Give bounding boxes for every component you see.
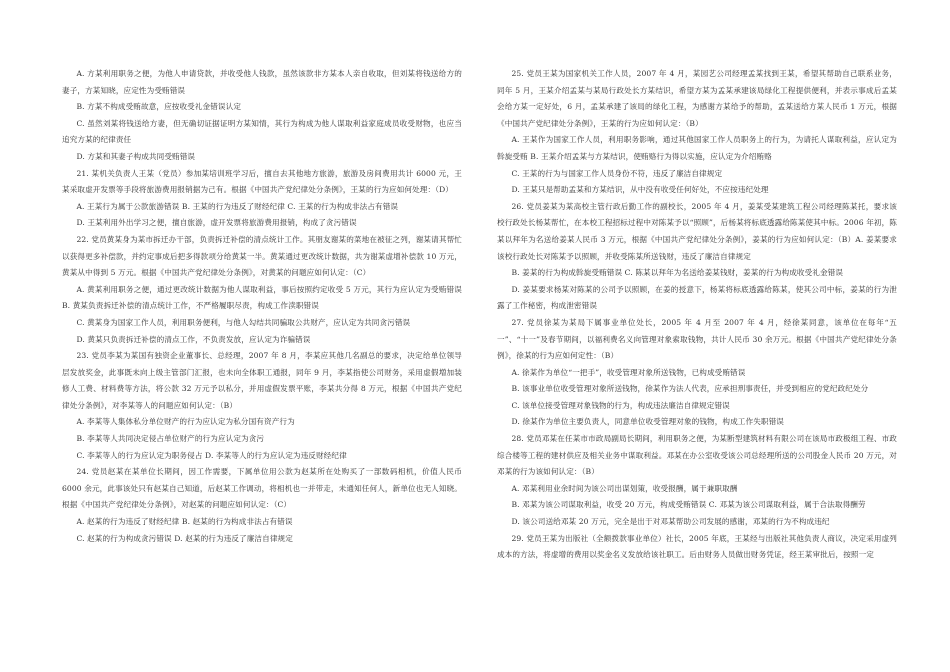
right-paragraph: D. 该公司送给邓某 20 万元，完全是出于对邓某帮助公司发展的感谢，邓某的行为不构成违纪 [511, 517, 830, 527]
left-column [62, 66, 462, 547]
right-paragraph: D. 徐某作为单位主要负责人，同意单位收受管理对象的钱物，构成工作失职错误 [511, 417, 784, 427]
left-paragraph: B. 方某不构成受贿故意，应按收受礼金错误认定 [76, 102, 242, 112]
question-22: 22. 党员黄某身为某市拆迁办干部，负责拆迁补偿的清点统计工作。其朋友谢某的菜地在被征之列，谢某请其帮忙以获得更多补偿款，并约定事成后把多得款项分给黄某一半。黄某通过更改统计数据，共为谢某虚增补偿款 10 万元，黄某从中得到 5 万元。根据《中国共产党纪律处分条例》，对黄某的问题应如何认定：（C） [62, 234, 462, 278]
question-27: 27. 党员徐某为某局下属事业单位处长，2005 年 4 月至 2007 年 4 月，经徐某同意，该单位在每年“五一”、“十一”及春节期间，以福利费名义向管理对象索取钱物，共计人民币 30 余万元。根据《中国共产党纪律处分条例》，徐某的行为应如何定性：（B） [497, 317, 897, 361]
left-paragraph: C. 虽然刘某将钱送给方妻，但无确切证据证明方某知情，其行为构成为他人谋取利益家庭成员收受财物，也应当追究方某的纪律责任 [62, 118, 462, 145]
right-paragraph: B. 邓某为该公司谋取利益，收受 20 万元，构成受贿错误 C. 邓某为该公司谋取利益，属于合法取得酬劳 [511, 500, 866, 510]
right-column [497, 66, 897, 564]
left-paragraph: B. 李某等人共同决定侵占单位财产的行为应认定为贪污 [76, 434, 265, 444]
left-paragraph: A. 方某利用职务之便，为他人申请贷款，并收受他人钱款，虽然该款非方某本人亲自收取，但刘某将钱送给方的妻子，方某知晓，应定性为受贿错误 [62, 69, 462, 95]
left-paragraph: A. 王某行为属于公款旅游错误 B. 王某的行为违反了财经纪律 C. 王某的行为构成非法占有错误 [76, 201, 399, 211]
right-paragraph: D. 姜某要求杨某对陈某的公司予以照顾，在姜的授意下，杨某将标底透露给陈某，使其公司中标，姜某的行为泄露了工作秘密，构成泄密错误 [497, 284, 897, 311]
left-paragraph: D. 王某利用外出学习之便，擅自旅游，虚开发票将旅游费用报销，构成了贪污错误 [76, 218, 357, 228]
question-29: 29. 党员王某为出版社（全额拨款事业单位）社长，2005 年底，王某经与出版社其他负责人商议，决定采用虚列成本的方法，将虚增的费用以奖金名义发放给该社职工。后由财务人员做出财务凭证，经王某审批后，按照一定 [497, 533, 897, 560]
question-24: 24. 党员赵某在某单位长期间，因工作需要，下属单位用公款为赵某所在处购买了一部数码相机，价值人民币 6000 余元，此事该处只有赵某自己知道，后赵某工作调动，将相机也一并带走，未通知任何人，新单位也无人知晓。根据《中国共产党纪律处分条例》，对赵某的问题应如何认定：（C） [62, 467, 462, 510]
left-paragraph: A. 李某等人集体私分单位财产的行为应认定为私分国有资产行为 [76, 417, 295, 427]
right-paragraph: A. 徐某作为单位“一把手”，收受管理对象所送钱物，已构成受贿错误 [511, 367, 746, 377]
right-paragraph: C. 该单位接受管理对象钱物的行为，构成违法廉洁自律规定错误 [511, 400, 730, 410]
left-paragraph: C. 黄某身为国家工作人员，利用职务便利，与他人勾结共同骗取公共财产，应认定为共同贪污错误 [76, 317, 411, 327]
question-28: 28. 党员邓某在任某市市政局副局长期间，利用职务之便，为某断型建筑材料有限公司在该局市政极组工程、市政综合楼等工程的建材供应及相关业务中谋取利益。邓某在办公室收受该公司总经理所送的公司股金人民币 20 万元，对邓某的行为该如何认定：（B） [497, 434, 897, 477]
left-paragraph: D. 方某和其妻子构成共同受贿错误 [76, 151, 196, 161]
right-paragraph: A. 王某作为国家工作人员，利用职务影响，通过其他国家工作人员职务上的行为，为请托人谋取利益，应认定为斡旋受贿 B. 王某介绍孟某与方某结识，使贿赂行为得以实施，应认定为介绍贿赂 [497, 135, 897, 161]
left-paragraph: C. 赵某的行为构成贪污错误 D. 赵某的行为违反了廉洁自律规定 [76, 533, 293, 543]
question-26: 26. 党员姜某为某高校主管行政后勤工作的副校长，2005 年 4 月，姜某受某建筑工程公司经理陈某托，要求该校行政处长杨某帮忙，在本校工程招标过程中对陈某予以“照顾”，后杨某将标底透露给陈某使其中标。2006 年初，陈某以拜年为名送给姜某人民币 3 万元，根据《中国共产党纪律处分条例》，姜某的行为应如何认定：（B）A. 姜某要求该校行政处长对陈某予以照顾，并收受陈某所送钱财，违反了廉洁自律规定 [497, 201, 897, 261]
right-paragraph: C. 王某的行为与国家工作人员身份不符，违反了廉洁自律规定 [511, 168, 723, 178]
left-paragraph: D. 黄某只负责拆迁补偿的清点工作，不负责发放，应认定为诈骗错误 [76, 334, 311, 344]
question-21: 21. 某机关负责人王某（党员）参加某培训班学习后，擅自去其他地方旅游，旅游及房间费用共计 6000 元，王某采取虚开发票等手段将旅游费用报销据为己有。根据《中国共产党纪律处分条例》，王某的行为应如何处理：（D） [62, 168, 462, 195]
left-paragraph: A. 黄某利用职务之便，通过更改统计数据为他人谋取利益，事后按照约定收受 5 万元，其行为应认定为受贿错误 B. 黄某负责拆迁补偿的清点统计工作，不严格履职尽责，构成工作渎职错误 [62, 284, 462, 311]
right-paragraph: B. 该事业单位收受管理对象所送钱物，徐某作为法人代表，应承担刑事责任，并受到相应的党纪政纪处分 [511, 384, 869, 394]
question-23: 23. 党员李某为某国有独资企业董事长、总经理，2007 年 8 月，李某应其他几名副总的要求，决定给单位领导层发放奖金，此事既未向上级主管部门汇报，也未向全体职工通报，同年 9 月，李某指使公司财务，采用虚假増加装修人工费、材料费等方法，将公款 32 万元予以私分，并用虚假发票平账，李某共分得 8 万元，根据《中国共产党纪律处分条例》，对李某等人的问题应如何认定：（B） [62, 351, 462, 410]
right-paragraph: B. 姜某的行为构成斡旋受贿错误 C. 陈某以拜年为名送给姜某钱财，姜某的行为构成收受礼金错误 [511, 268, 844, 278]
right-paragraph: A. 邓某利用业余时间为该公司出谋划策，收受报酬，属于兼职取酬 [511, 483, 738, 493]
left-paragraph: A. 赵某的行为违反了财经纪律 B. 赵某的行为构成非法占有错误 [76, 517, 293, 527]
question-25: 25. 党员王某为国家机关工作人员，2007 年 4 月，某园艺公司经理孟某找到王某，希望其帮助自己联系业务，同年 5 月，王某介绍孟某与某局行政处长方某结识，希望方某为孟某承建该局绿化工程提供便利，并表示事成后孟某会给方某一定好处，6 月，孟某承建了该局的绿化工程，为感谢方某给予的帮助，孟某送给方某人民币 1 万元，根据《中国共产党纪律处分条例》，王某的行为应如何认定：（B） [497, 69, 897, 128]
left-paragraph: C. 李某等人的行为应认定为职务侵占 D. 李某等人的行为应认定为违反财经纪律 [76, 450, 347, 460]
right-paragraph: D. 王某只是帮助孟某和方某结识，从中没有收受任何好处，不应按违纪处理 [511, 185, 769, 195]
